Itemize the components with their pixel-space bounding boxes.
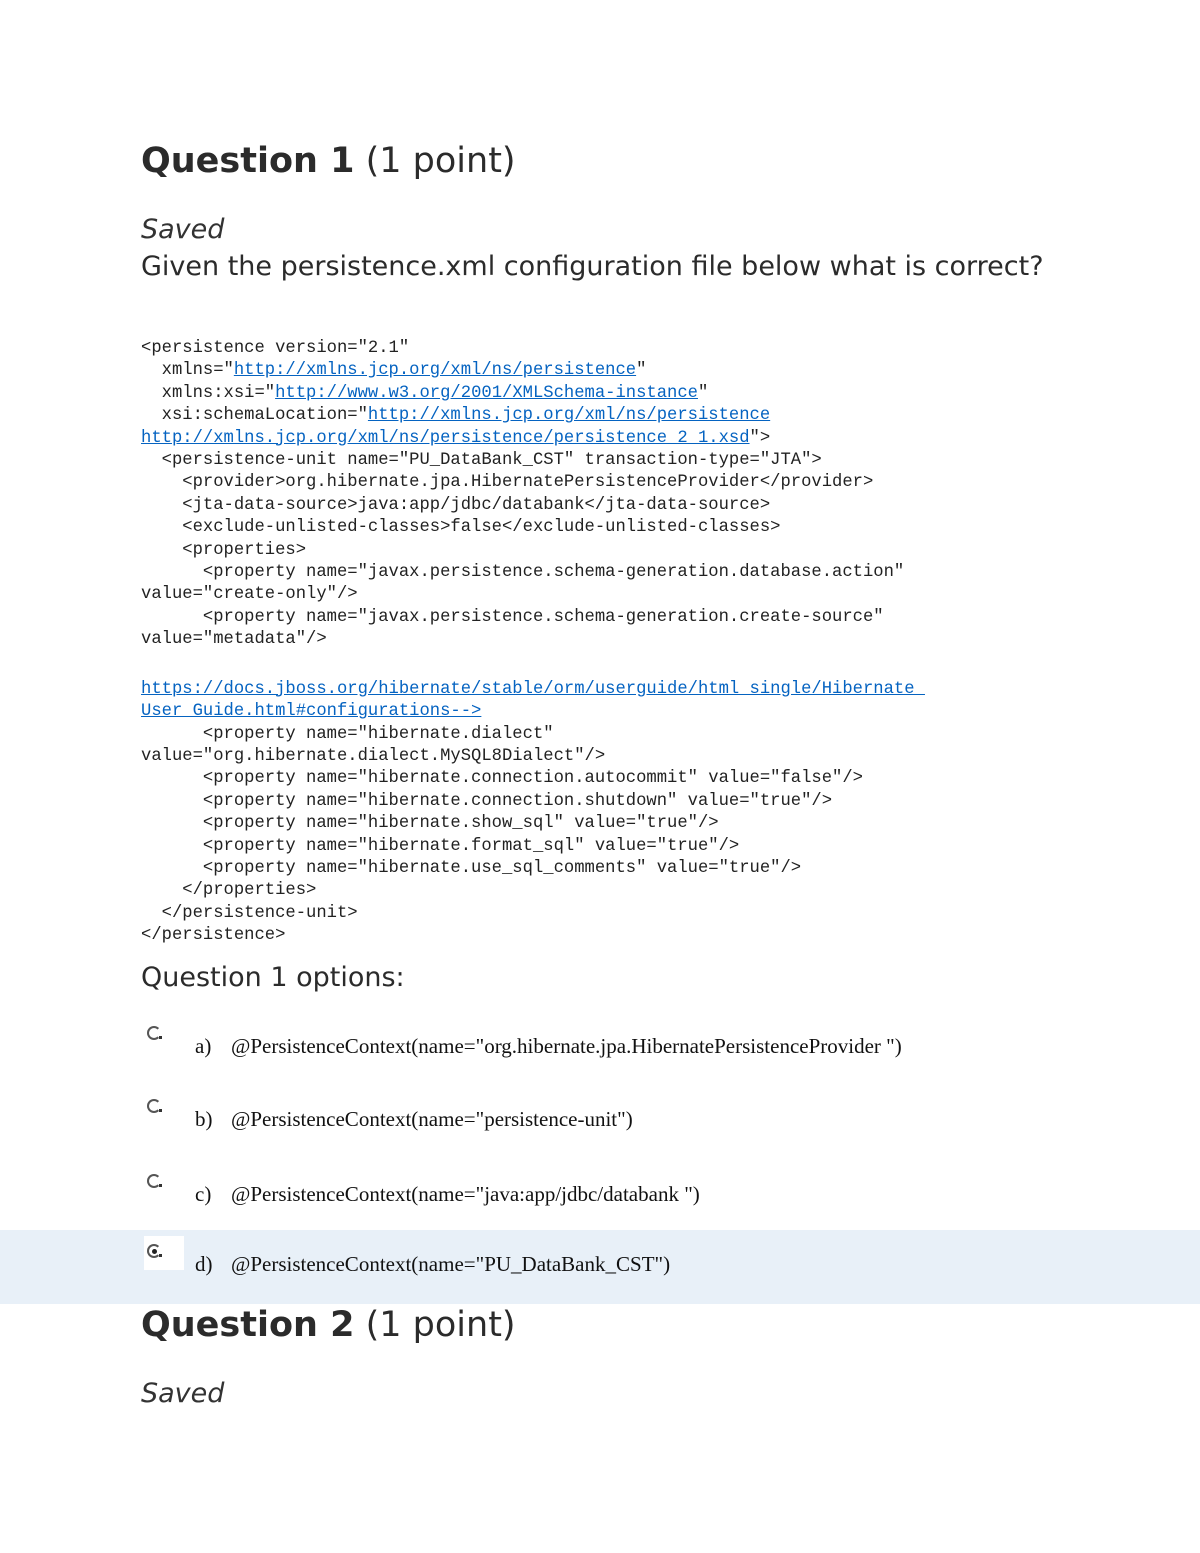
- code-line: value="metadata"/>: [141, 630, 327, 650]
- option-letter: d): [195, 1252, 213, 1276]
- code-line: <property name="hibernate.connection.autocommit" value="false"/>: [141, 769, 863, 789]
- code-line: <property name="hibernate.use_sql_comments" value="true"/>: [141, 858, 802, 878]
- code-line: <property name="hibernate.format_sql" value="true"/>: [141, 836, 740, 856]
- code-line: <properties>: [141, 540, 307, 560]
- code-link[interactable]: http://xmlns.jcp.org/xml/ns/persistence: [233, 361, 637, 381]
- option-text: @PersistenceContext(name="persistence-unit"): [231, 1107, 633, 1131]
- code-line: <persistence-unit name="PU_DataBank_CST" transaction-type="JTA">: [141, 451, 822, 471]
- code-line: value="org.hibernate.dialect.MySQL8Dialect"/>: [141, 746, 606, 766]
- code-line: <property name="hibernate.connection.shutdown" value="true"/>: [141, 791, 833, 811]
- option-text: @PersistenceContext(name="java:app/jdbc/databank "): [231, 1182, 700, 1206]
- code-block: [141, 338, 1141, 948]
- code-link[interactable]: http://www.w3.org/2001/XMLSchema-instance: [275, 383, 698, 403]
- question-2-points: (1 point): [365, 1305, 516, 1345]
- radio-button-icon[interactable]: [147, 1174, 161, 1188]
- code-line: <property name="javax.persistence.schema-generation.database.action": [141, 563, 905, 583]
- code-line: </properties>: [141, 881, 317, 901]
- option-c[interactable]: [0, 1160, 1200, 1234]
- question-2-heading: [141, 1305, 516, 1345]
- option-letter: a): [195, 1034, 212, 1058]
- question-1-saved-status: Saved: [141, 214, 225, 245]
- code-line: </persistence-unit>: [141, 903, 358, 923]
- question-1-prompt: Given the persistence.xml configuration file below what is correct?: [141, 251, 1044, 282]
- question-1-heading: [141, 141, 516, 181]
- code-line: xsi:schemaLocation=": [141, 406, 368, 426]
- code-line: <property name="hibernate.show_sql" value="true"/>: [141, 814, 719, 834]
- option-b[interactable]: [0, 1085, 1200, 1159]
- code-line: <property name="hibernate.dialect": [141, 724, 554, 744]
- code-link[interactable]: User_Guide.html#configurations-->: [141, 702, 482, 722]
- code-line: ">: [749, 428, 771, 448]
- option-letter: b): [195, 1107, 213, 1131]
- question-2-title: Question 2: [141, 1305, 355, 1345]
- question-1-options-label: Question 1 options:: [141, 962, 405, 993]
- code-line: </persistence>: [141, 926, 286, 946]
- radio-button-icon[interactable]: [147, 1026, 161, 1040]
- code-line: xmlns=": [141, 361, 234, 381]
- code-line: <property name="javax.persistence.schema-generation.create-source": [141, 607, 884, 627]
- radio-button-icon[interactable]: [147, 1099, 161, 1113]
- radio-button-selected-icon[interactable]: [147, 1244, 161, 1258]
- code-line: value="create-only"/>: [141, 585, 358, 605]
- question-1-title: Question 1: [141, 141, 355, 181]
- question-1-points: (1 point): [365, 141, 516, 181]
- code-line: <provider>org.hibernate.jpa.HibernatePersistenceProvider</provider>: [141, 473, 874, 493]
- code-line: ": [636, 361, 647, 381]
- option-text: @PersistenceContext(name="org.hibernate.jpa.HibernatePersistenceProvider "): [231, 1034, 902, 1058]
- code-gap: [141, 652, 1141, 679]
- option-text: @PersistenceContext(name="PU_DataBank_CST"): [231, 1252, 671, 1276]
- code-link[interactable]: http://xmlns.jcp.org/xml/ns/persistence: [367, 406, 771, 426]
- code-line: <persistence version="2.1": [141, 339, 410, 358]
- code-line: ": [697, 383, 709, 403]
- code-line: xmlns:xsi=": [141, 383, 276, 403]
- code-line: <jta-data-source>java:app/jdbc/databank</jta-data-source>: [141, 495, 771, 515]
- option-d-selected[interactable]: [0, 1230, 1200, 1304]
- code-link[interactable]: https://docs.jboss.org/hibernate/stable/orm/userguide/html_single/Hibernate_: [141, 679, 925, 699]
- option-letter: c): [195, 1182, 212, 1206]
- question-2-saved-status: Saved: [141, 1378, 225, 1409]
- code-line: <exclude-unlisted-classes>false</exclude-unlisted-classes>: [141, 518, 781, 538]
- option-a[interactable]: [0, 1012, 1200, 1086]
- code-link[interactable]: http://xmlns.jcp.org/xml/ns/persistence/persistence_2_1.xsd: [141, 428, 750, 448]
